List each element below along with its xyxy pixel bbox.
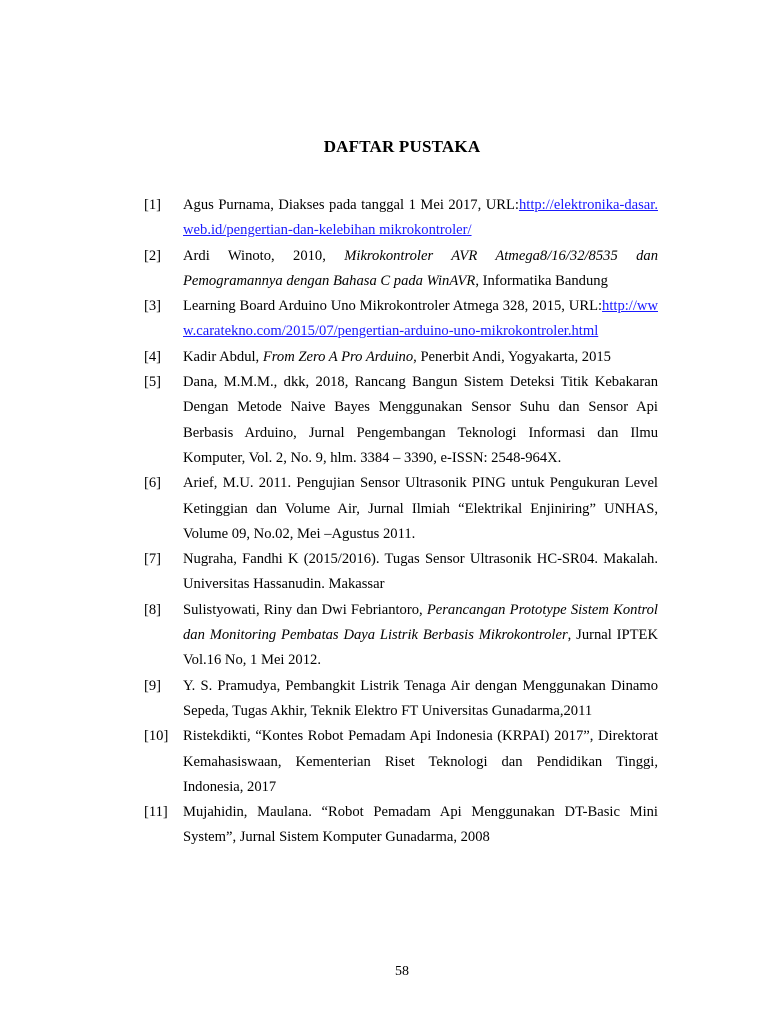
reference-link[interactable]: http://www.caratekno.com/2015/07/pengertian-arduino-uno-mikrokontroler.html xyxy=(183,298,658,340)
reference-item xyxy=(144,598,658,674)
reference-text: Kadir Abdul, xyxy=(183,348,263,365)
reference-item xyxy=(144,294,658,345)
reference-text: Y. S. Pramudya, Pembangkit Listrik Tenaga Air dengan Menggunakan Dinamo Sepeda, Tugas Akhir, Teknik Elektro FT Universitas Gunadarma,2011 xyxy=(183,677,658,719)
reference-number: [4] xyxy=(144,348,162,365)
reference-text: Sulistyowati, Riny dan Dwi Febriantoro, xyxy=(183,601,427,618)
reference-item xyxy=(144,471,658,547)
reference-item xyxy=(144,800,658,851)
reference-number: [6] xyxy=(144,475,162,492)
reference-item xyxy=(144,724,658,800)
reference-item xyxy=(144,345,658,370)
reference-number: [8] xyxy=(144,601,162,618)
reference-text-tail: , Informatika Bandung xyxy=(475,272,608,289)
reference-text: Arief, M.U. 2011. Pengujian Sensor Ultrasonik PING untuk Pengukuran Level Ketinggian dan Volume Air, Jurnal Ilmiah “Elektrikal Enjiniring” UNHAS, Volume 09, No.02, Mei –Agustus 2011. xyxy=(183,475,658,542)
reference-item xyxy=(144,674,658,725)
reference-text: Nugraha, Fandhi K (2015/2016). Tugas Sensor Ultrasonik HC-SR04. Makalah. Universitas Hassanudin. Makassar xyxy=(183,551,658,593)
reference-italic-title: Mikrokontroler AVR Atmega8/16/32/8535 dan Pemogramannya dengan Bahasa C pada WinAVR xyxy=(183,247,658,289)
reference-number: [7] xyxy=(144,551,162,568)
reference-italic-title: From Zero A Pro Arduino xyxy=(262,348,414,365)
reference-number: [9] xyxy=(144,677,162,694)
reference-item xyxy=(144,244,658,295)
page-title: DAFTAR PUSTAKA xyxy=(323,137,481,156)
reference-text: Mujahidin, Maulana. “Robot Pemadam Api Menggunakan DT-Basic Mini System”, Jurnal Sistem Komputer Gunadarma, 2008 xyxy=(183,804,658,846)
reference-number: [5] xyxy=(144,374,162,391)
page-number: 58 xyxy=(395,964,409,979)
reference-text: Ardi Winoto, 2010, xyxy=(183,247,345,264)
reference-number: [10] xyxy=(144,728,169,745)
reference-item xyxy=(144,193,658,244)
reference-text: Dana, M.M.M., dkk, 2018, Rancang Bangun Sistem Deteksi Titik Kebakaran Dengan Metode Naive Bayes Menggunakan Sensor Suhu dan Sensor Api Berbasis Arduino, Jurnal Pengembangan Teknologi Informasi dan Ilmu Komputer, Vol. 2, No. 9, hlm. 3384 – 3390, e-ISSN: 2548-964X. xyxy=(183,374,658,466)
reference-number: [1] xyxy=(144,197,162,213)
reference-text-tail: , Jurnal IPTEK Vol.16 No, 1 Mei 2012. xyxy=(183,627,658,669)
reference-number: [11] xyxy=(144,804,168,821)
reference-number: [2] xyxy=(144,247,162,264)
reference-text-tail: , Penerbit Andi, Yogyakarta, 2015 xyxy=(413,348,611,365)
reference-list xyxy=(144,193,658,851)
reference-link[interactable]: http://elektronika-dasar.web.id/pengertian-dan-kelebihan mikrokontroler/ xyxy=(183,197,658,239)
reference-item xyxy=(144,370,658,471)
reference-italic-title: Perancangan Prototype Sistem Kontrol dan Monitoring Pembatas Daya Listrik Berbasis Mikrokontroler xyxy=(183,601,658,644)
reference-text: Agus Purnama, Diakses pada tanggal 1 Mei 2017, URL: xyxy=(183,197,519,213)
reference-text: Ristekdikti, “Kontes Robot Pemadam Api Indonesia (KRPAI) 2017”, Direktorat Kemahasiswaan, Kementerian Riset Teknologi dan Pendidikan Tinggi, Indonesia, 2017 xyxy=(183,728,658,795)
reference-text: Learning Board Arduino Uno Mikrokontroler Atmega 328, 2015, URL: xyxy=(183,298,603,315)
reference-number: [3] xyxy=(144,298,162,315)
reference-item xyxy=(144,547,658,598)
